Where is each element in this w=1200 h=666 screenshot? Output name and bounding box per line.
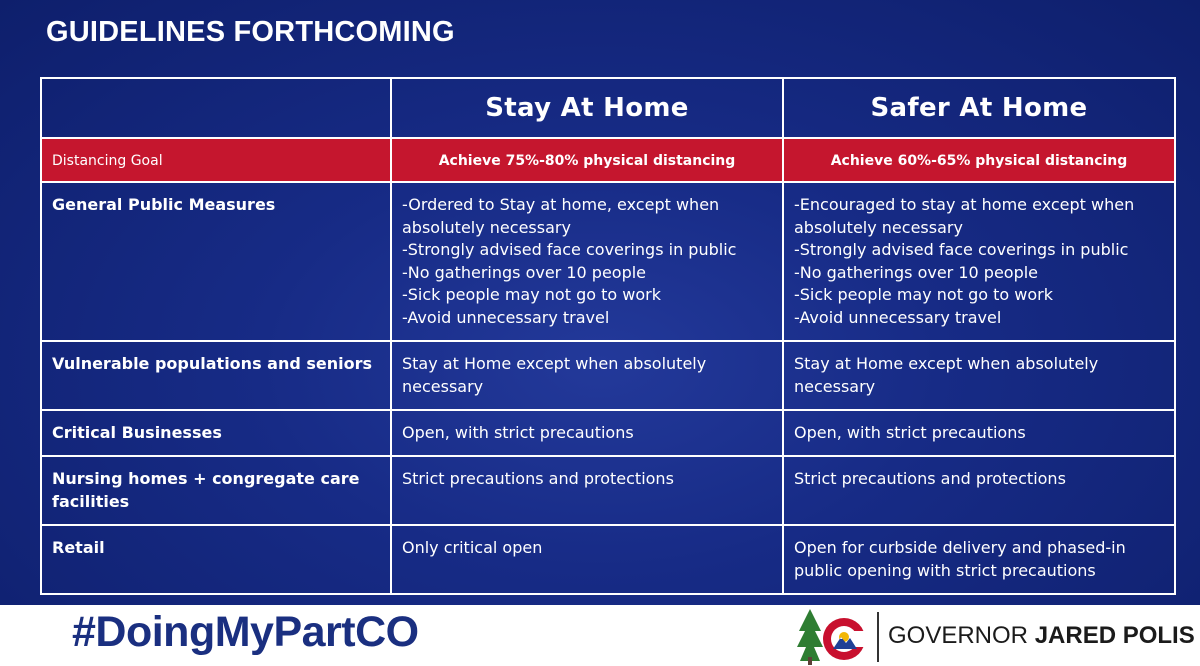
governor-prefix: GOVERNOR [888,622,1035,649]
table-row [41,456,1175,525]
safer-cell: Strict precautions and protections [783,456,1175,525]
table-row [41,182,1175,341]
measure-line: -Avoid unnecessary travel [402,307,610,327]
goal-stay-cell: Achieve 75%-80% physical distancing [391,138,783,182]
measure-line: -No gatherings over 10 people [794,262,1039,282]
row-label: Distancing Goal [41,138,391,182]
safer-cell: Open for curbside delivery and phased-in public opening with strict precautions [783,525,1175,594]
footer-divider [877,612,879,662]
stay-cell: Only critical open [391,525,783,594]
slide-title: GUIDELINES FORTHCOMING [46,16,455,48]
measure-line: -Encouraged to stay at home except when absolutely necessary [794,195,1135,237]
stay-cell: Strict precautions and protections [391,456,783,525]
header-safer-at-home: Safer At Home [783,78,1175,138]
row-label: Nursing homes + congregate care facilities [41,456,391,525]
distancing-goal-row [41,138,1175,182]
measure-line: -Strongly advised face coverings in public [794,240,1129,259]
hashtag: #DoingMyPartCO [72,608,419,656]
measure-line: -Ordered to Stay at home, except when absolutely necessary [402,195,720,237]
measure-line: -Strongly advised face coverings in public [402,240,737,259]
row-label: General Public Measures [41,182,391,341]
header-empty-cell [41,78,391,138]
safer-cell [783,182,1175,341]
stay-cell [391,182,783,341]
row-label: Critical Businesses [41,410,391,456]
guidelines-table [40,77,1176,595]
goal-safer-cell: Achieve 60%-65% physical distancing [783,138,1175,182]
header-stay-at-home: Stay At Home [391,78,783,138]
governor-name: JARED POLIS [1034,622,1195,649]
stay-cell: Stay at Home except when absolutely necessary [391,341,783,410]
table-row [41,525,1175,594]
table-row [41,410,1175,456]
governor-label [888,622,1195,650]
row-label: Vulnerable populations and seniors [41,341,391,410]
measure-line: -Sick people may not go to work [402,285,661,304]
colorado-c-logo-icon [796,607,868,665]
row-label: Retail [41,525,391,594]
measure-line: -Sick people may not go to work [794,285,1053,304]
table-header-row [41,78,1175,138]
measure-line: -No gatherings over 10 people [402,262,647,282]
safer-cell: Stay at Home except when absolutely necessary [783,341,1175,410]
stay-cell: Open, with strict precautions [391,410,783,456]
measure-line: -Avoid unnecessary travel [794,307,1002,327]
safer-cell: Open, with strict precautions [783,410,1175,456]
table-row [41,341,1175,410]
